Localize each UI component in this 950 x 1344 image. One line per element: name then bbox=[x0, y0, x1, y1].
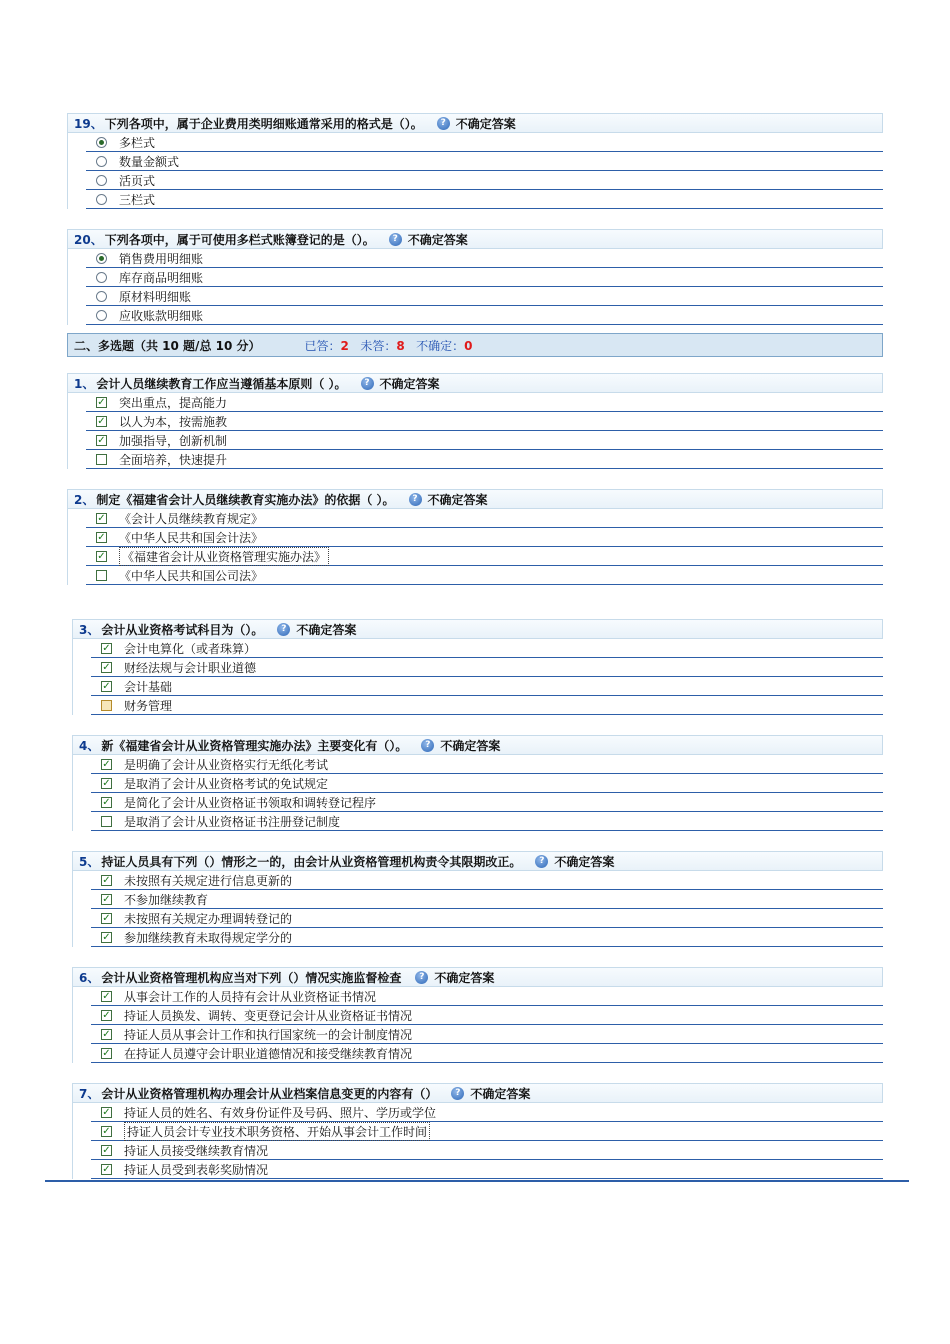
section-title: 二、多选题（共 10 题/总 10 分） bbox=[74, 338, 261, 353]
help-icon: ? bbox=[535, 855, 548, 868]
help-icon: ? bbox=[389, 233, 402, 246]
question-text: 会计从业资格管理机构办理会计从业档案信息变更的内容有（） bbox=[101, 1086, 438, 1101]
section-header-multiple-choice bbox=[67, 333, 883, 357]
radio-button[interactable] bbox=[96, 194, 107, 205]
options-list bbox=[67, 509, 883, 585]
question-header bbox=[67, 113, 883, 133]
checkbox-checked[interactable]: ✓ bbox=[102, 680, 111, 692]
option-label: 财经法规与会计职业道德 bbox=[124, 660, 257, 675]
option-row[interactable] bbox=[91, 696, 883, 715]
option-label: 《会计人员继续教育规定》 bbox=[119, 511, 264, 526]
question-number: 20、 bbox=[74, 232, 103, 247]
help-icon: ? bbox=[415, 971, 428, 984]
option-label: 多栏式 bbox=[119, 135, 156, 150]
question-multi bbox=[67, 373, 883, 469]
uncertain-answer-label: 不确定答案 bbox=[455, 116, 516, 131]
options-list bbox=[72, 639, 883, 715]
option-row[interactable] bbox=[91, 1141, 883, 1160]
question-number: 1、 bbox=[74, 376, 95, 391]
question-number: 3、 bbox=[79, 622, 100, 637]
uncertain-answer-label: 不确定答案 bbox=[379, 376, 440, 391]
radio-button[interactable] bbox=[96, 175, 107, 186]
help-icon: ? bbox=[409, 493, 422, 506]
option-label: 三栏式 bbox=[119, 192, 156, 207]
uncertain-label: 不确定： bbox=[416, 338, 465, 353]
uncertain-answer-toggle[interactable] bbox=[451, 1085, 530, 1102]
question-number: 6、 bbox=[79, 970, 100, 985]
checkbox-checked[interactable]: ✓ bbox=[102, 796, 111, 808]
option-row[interactable] bbox=[91, 793, 883, 812]
checkbox-checked[interactable]: ✓ bbox=[102, 1144, 111, 1156]
checkbox-checked[interactable]: ✓ bbox=[97, 415, 106, 427]
uncertain-answer-label: 不确定答案 bbox=[296, 622, 357, 637]
option-row[interactable] bbox=[91, 1122, 883, 1141]
checkbox-checked[interactable]: ✓ bbox=[97, 396, 106, 408]
checkbox-checked[interactable]: ✓ bbox=[102, 1106, 111, 1118]
options-list bbox=[67, 393, 883, 469]
option-label: 《中华人民共和国公司法》 bbox=[119, 568, 264, 583]
option-row[interactable] bbox=[91, 755, 883, 774]
options-list bbox=[72, 871, 883, 947]
help-icon: ? bbox=[437, 117, 450, 130]
question-header bbox=[72, 735, 883, 755]
question-header bbox=[72, 1083, 883, 1103]
option-row[interactable] bbox=[86, 133, 883, 152]
help-icon: ? bbox=[361, 377, 374, 390]
option-row[interactable] bbox=[86, 287, 883, 306]
radio-button[interactable] bbox=[96, 291, 107, 302]
option-label: 持证人员从事会计工作和执行国家统一的会计制度情况 bbox=[124, 1027, 413, 1042]
checkbox-checked[interactable]: ✓ bbox=[102, 1047, 111, 1059]
checkbox-checked[interactable]: ✓ bbox=[102, 661, 111, 673]
question-header bbox=[67, 489, 883, 509]
option-label: 是简化了会计从业资格证书领取和调转登记程序 bbox=[124, 795, 377, 810]
question-header bbox=[72, 967, 883, 987]
question-19 bbox=[67, 113, 883, 209]
question-header bbox=[72, 851, 883, 871]
help-icon: ? bbox=[421, 739, 434, 752]
option-row[interactable] bbox=[91, 812, 883, 831]
option-row[interactable] bbox=[91, 1025, 883, 1044]
option-row[interactable] bbox=[91, 1044, 883, 1063]
uncertain-answer-toggle[interactable] bbox=[361, 375, 440, 392]
option-label: 是取消了会计从业资格考试的免试规定 bbox=[124, 776, 329, 791]
question-number: 2、 bbox=[74, 492, 95, 507]
checkbox-checked[interactable]: ✓ bbox=[102, 893, 111, 905]
help-icon: ? bbox=[277, 623, 290, 636]
option-row[interactable] bbox=[86, 528, 883, 547]
option-label: 加强指导，创新机制 bbox=[119, 433, 228, 448]
option-label: 从事会计工作的人员持有会计从业资格证书情况 bbox=[124, 989, 377, 1004]
radio-button-selected[interactable] bbox=[96, 253, 107, 264]
option-row[interactable] bbox=[86, 412, 883, 431]
option-row[interactable] bbox=[86, 547, 883, 566]
uncertain-answer-label: 不确定答案 bbox=[440, 738, 501, 753]
uncertain-answer-toggle[interactable] bbox=[409, 491, 488, 508]
uncertain-answer-label: 不确定答案 bbox=[427, 492, 488, 507]
question-text: 新《福建省会计从业资格管理实施办法》主要变化有（）。 bbox=[101, 738, 408, 753]
option-label: 突出重点，提高能力 bbox=[119, 395, 228, 410]
uncertain-answer-toggle[interactable] bbox=[277, 621, 356, 638]
question-text: 下列各项中，属于可使用多栏式账簿登记的是（）。 bbox=[104, 232, 375, 247]
checkbox[interactable] bbox=[101, 700, 112, 711]
option-row[interactable] bbox=[86, 249, 883, 268]
uncertain-answer-toggle[interactable] bbox=[421, 737, 500, 754]
option-row[interactable] bbox=[86, 306, 883, 325]
option-label: 持证人员换发、调转、变更登记会计从业资格证书情况 bbox=[124, 1008, 413, 1023]
options-list bbox=[72, 755, 883, 831]
uncertain-answer-label: 不确定答案 bbox=[554, 854, 615, 869]
option-row[interactable] bbox=[86, 431, 883, 450]
checkbox-checked[interactable]: ✓ bbox=[97, 531, 106, 543]
option-label: 会计电算化（或者珠算） bbox=[124, 641, 257, 656]
options-list bbox=[67, 133, 883, 209]
section-stats bbox=[305, 337, 473, 354]
option-row[interactable] bbox=[86, 393, 883, 412]
option-label: 持证人员会计专业技术职务资格、开始从事会计工作时间 bbox=[124, 1122, 430, 1141]
option-label: 数量金额式 bbox=[119, 154, 180, 169]
options-list bbox=[72, 1103, 883, 1179]
option-row[interactable] bbox=[91, 928, 883, 947]
question-text: 制定《福建省会计人员继续教育实施办法》的依据（ ）。 bbox=[96, 492, 395, 507]
uncertain-answer-toggle[interactable] bbox=[437, 115, 516, 132]
option-row[interactable] bbox=[86, 450, 883, 469]
option-row[interactable] bbox=[91, 1006, 883, 1025]
unanswered-count: 8 bbox=[396, 338, 405, 353]
radio-button[interactable] bbox=[96, 310, 107, 321]
question-multi bbox=[72, 1083, 883, 1179]
answered-count: 2 bbox=[340, 338, 349, 353]
checkbox-checked[interactable]: ✓ bbox=[102, 1125, 111, 1137]
option-label: 未按照有关规定办理调转登记的 bbox=[124, 911, 293, 926]
radio-button[interactable] bbox=[96, 272, 107, 283]
option-row[interactable] bbox=[91, 774, 883, 793]
question-text: 会计人员继续教育工作应当遵循基本原则（ ）。 bbox=[96, 376, 347, 391]
option-label: 活页式 bbox=[119, 173, 156, 188]
question-multi bbox=[72, 851, 883, 947]
option-row[interactable] bbox=[91, 987, 883, 1006]
uncertain-answer-label: 不确定答案 bbox=[407, 232, 468, 247]
option-row[interactable] bbox=[91, 890, 883, 909]
option-label: 全面培养，快速提升 bbox=[119, 452, 228, 467]
help-icon: ? bbox=[451, 1087, 464, 1100]
question-20 bbox=[67, 229, 883, 325]
divider bbox=[45, 1180, 909, 1182]
option-label: 会计基础 bbox=[124, 679, 173, 694]
checkbox-checked[interactable]: ✓ bbox=[102, 642, 111, 654]
question-text: 会计从业资格考试科目为（）。 bbox=[101, 622, 264, 637]
option-row[interactable] bbox=[86, 152, 883, 171]
checkbox-checked[interactable]: ✓ bbox=[102, 990, 111, 1002]
uncertain-answer-label: 不确定答案 bbox=[434, 970, 495, 985]
answered-label: 已答： bbox=[304, 338, 341, 353]
option-row[interactable] bbox=[91, 658, 883, 677]
question-header bbox=[67, 373, 883, 393]
option-row[interactable] bbox=[91, 677, 883, 696]
checkbox-checked[interactable]: ✓ bbox=[102, 912, 111, 924]
option-label: 是明确了会计从业资格实行无纸化考试 bbox=[124, 757, 329, 772]
option-label: 销售费用明细账 bbox=[119, 251, 204, 266]
question-multi bbox=[67, 489, 883, 585]
option-label: 财务管理 bbox=[124, 698, 173, 713]
option-row[interactable] bbox=[91, 909, 883, 928]
checkbox[interactable] bbox=[101, 816, 112, 827]
question-text: 下列各项中，属于企业费用类明细账通常采用的格式是（）。 bbox=[104, 116, 423, 131]
checkbox-checked[interactable]: ✓ bbox=[102, 1028, 111, 1040]
checkbox-checked[interactable]: ✓ bbox=[102, 758, 111, 770]
option-label: 不参加继续教育 bbox=[124, 892, 209, 907]
option-label: 《福建省会计从业资格管理实施办法》 bbox=[119, 547, 329, 566]
option-row[interactable] bbox=[91, 871, 883, 890]
options-list bbox=[67, 249, 883, 325]
checkbox-checked[interactable]: ✓ bbox=[97, 512, 106, 524]
question-number: 5、 bbox=[79, 854, 100, 869]
question-multi bbox=[72, 967, 883, 1063]
option-row[interactable] bbox=[86, 509, 883, 528]
question-text: 会计从业资格管理机构应当对下列（）情况实施监督检查 bbox=[101, 970, 402, 985]
question-number: 4、 bbox=[79, 738, 100, 753]
checkbox-checked[interactable]: ✓ bbox=[102, 777, 111, 789]
option-label: 是取消了会计从业资格证书注册登记制度 bbox=[124, 814, 341, 829]
option-label: 未按照有关规定进行信息更新的 bbox=[124, 873, 293, 888]
option-label: 在持证人员遵守会计职业道德情况和接受继续教育情况 bbox=[124, 1046, 413, 1061]
uncertain-answer-toggle[interactable] bbox=[415, 969, 494, 986]
question-header bbox=[72, 619, 883, 639]
option-label: 应收账款明细账 bbox=[119, 308, 204, 323]
checkbox-checked[interactable]: ✓ bbox=[102, 1163, 111, 1175]
radio-button[interactable] bbox=[96, 156, 107, 167]
checkbox-checked[interactable]: ✓ bbox=[97, 550, 106, 562]
options-list bbox=[72, 987, 883, 1063]
question-multi bbox=[72, 735, 883, 831]
option-label: 持证人员接受继续教育情况 bbox=[124, 1143, 269, 1158]
option-row[interactable] bbox=[86, 190, 883, 209]
option-row[interactable] bbox=[86, 268, 883, 287]
radio-button-selected[interactable] bbox=[96, 137, 107, 148]
question-text: 持证人员具有下列（）情形之一的，由会计从业资格管理机构责令其限期改正。 bbox=[101, 854, 522, 869]
option-label: 库存商品明细账 bbox=[119, 270, 204, 285]
option-label: 以人为本，按需施教 bbox=[119, 414, 228, 429]
option-row[interactable] bbox=[86, 566, 883, 585]
option-label: 参加继续教育未取得规定学分的 bbox=[124, 930, 293, 945]
checkbox[interactable] bbox=[96, 570, 107, 581]
option-label: 《中华人民共和国会计法》 bbox=[119, 530, 264, 545]
question-number: 19、 bbox=[74, 116, 103, 131]
checkbox-checked[interactable]: ✓ bbox=[102, 874, 111, 886]
question-header bbox=[67, 229, 883, 249]
unanswered-label: 未答： bbox=[360, 338, 397, 353]
checkbox-checked[interactable]: ✓ bbox=[102, 931, 111, 943]
question-number: 7、 bbox=[79, 1086, 100, 1101]
option-label: 原材料明细账 bbox=[119, 289, 192, 304]
checkbox-checked[interactable]: ✓ bbox=[97, 434, 106, 446]
checkbox[interactable] bbox=[96, 454, 107, 465]
option-row[interactable] bbox=[91, 639, 883, 658]
option-label: 持证人员的姓名、有效身份证件及号码、照片、学历或学位 bbox=[124, 1105, 437, 1120]
option-row[interactable] bbox=[86, 171, 883, 190]
uncertain-answer-label: 不确定答案 bbox=[470, 1086, 531, 1101]
option-row[interactable] bbox=[91, 1160, 883, 1179]
uncertain-count: 0 bbox=[464, 338, 473, 353]
uncertain-answer-toggle[interactable] bbox=[389, 231, 468, 248]
checkbox-checked[interactable]: ✓ bbox=[102, 1009, 111, 1021]
question-multi bbox=[72, 619, 883, 715]
option-row[interactable] bbox=[91, 1103, 883, 1122]
uncertain-answer-toggle[interactable] bbox=[535, 853, 614, 870]
option-label: 持证人员受到表彰奖励情况 bbox=[124, 1162, 269, 1177]
